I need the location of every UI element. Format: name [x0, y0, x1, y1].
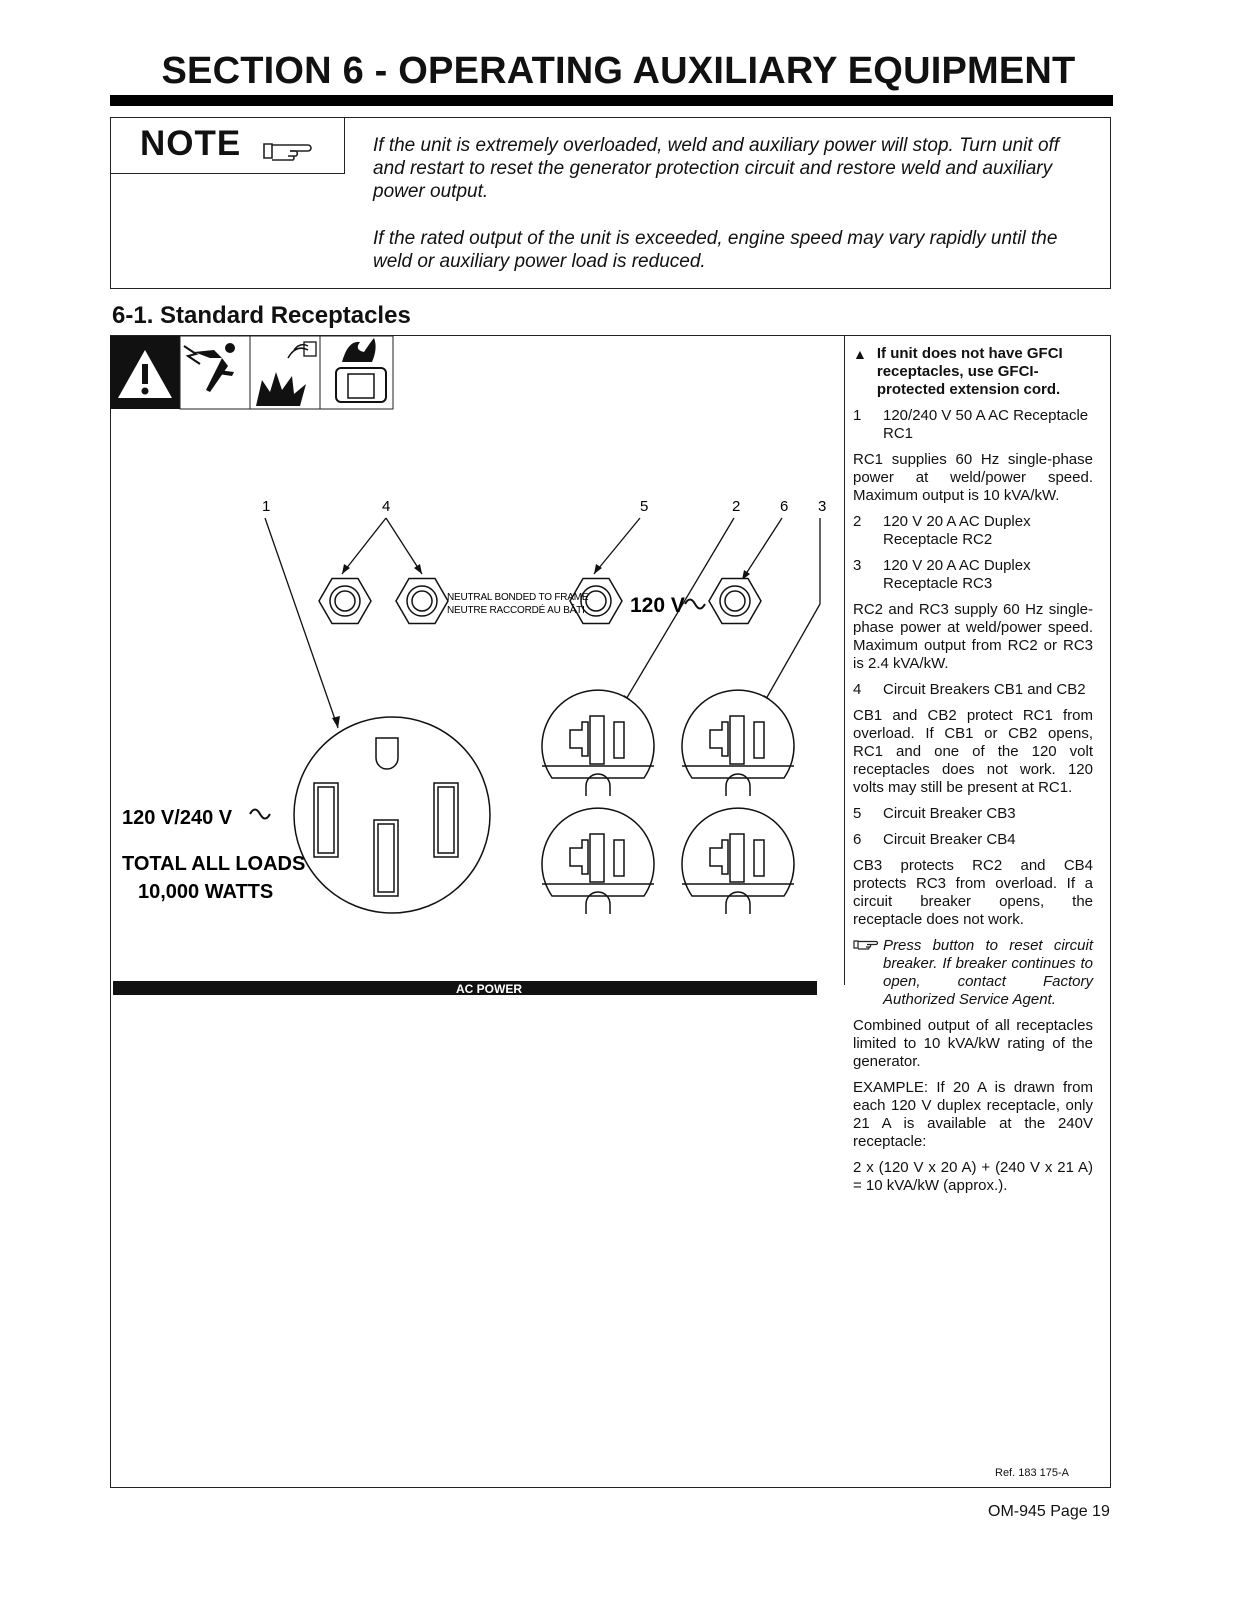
callout-4: 4 — [382, 498, 391, 515]
pointing-hand-icon — [262, 138, 314, 162]
receptacle-rc1 — [294, 717, 490, 913]
ac-sine-icon — [685, 600, 705, 609]
total-loads-label: TOTAL ALL LOADS — [122, 853, 306, 875]
callout-5: 5 — [640, 498, 649, 515]
breaker-cb2[interactable] — [396, 579, 448, 624]
item-2: 2 120 V 20 A AC Duplex Receptacle RC2 — [853, 513, 1031, 548]
duplex-outlet — [542, 690, 654, 796]
item-1: 1 120/240 V 50 A AC Receptacle RC1 — [853, 407, 1089, 442]
duplex-outlet — [682, 690, 794, 796]
callout-1: 1 — [262, 498, 271, 515]
reference-number: Ref. 183 175-A — [995, 1467, 1069, 1479]
rc1-description: RC1 supplies 60 Hz single-phase power at weld/power speed. Maximum output is 10 kVA/kW. — [853, 451, 1093, 504]
page-number: OM-945 Page 19 — [988, 1503, 1110, 1520]
formula-text: 2 x (120 V x 20 A) + (240 V x 21 A) = 10 kVA/kW (approx.). — [853, 1159, 1093, 1194]
breaker-cb4[interactable] — [709, 579, 761, 624]
item-6: 6 Circuit Breaker CB4 — [853, 831, 1016, 848]
voltage-120-240-label: 120 V/240 V — [122, 807, 233, 829]
note-paragraph-2: If the rated output of the unit is exceeded, engine speed may vary rapidly until the weld or auxiliary power load is reduced. — [373, 228, 1058, 272]
combined-output-text: Combined output of all receptacles limited to 10 kVA/kW rating of the generator. — [853, 1017, 1093, 1070]
note-paragraph-1: If the unit is extremely overloaded, weld and auxiliary power will stop. Turn unit off and restart to reset the generator protection circuit and restore weld and auxiliary power output. — [373, 135, 1060, 202]
duplex-outlet — [542, 808, 654, 914]
receptacle-panel-diagram — [110, 336, 845, 1000]
item-5: 5 Circuit Breaker CB3 — [853, 805, 1016, 822]
item-3: 3 120 V 20 A AC Duplex Receptacle RC3 — [853, 557, 1031, 592]
callout-2: 2 — [732, 498, 741, 515]
ac-power-label: AC POWER — [456, 982, 522, 996]
hazard-icons — [110, 336, 393, 409]
neutral-label-fr: NEUTRE RACCORDÉ AU BÂTI — [447, 605, 585, 616]
cb3-cb4-description: CB3 protects RC2 and CB4 protects RC3 from overload. If a circuit breaker opens, the receptacle does not work. — [853, 857, 1093, 928]
item-4: 4 Circuit Breakers CB1 and CB2 — [853, 681, 1086, 698]
rc2-rc3-description: RC2 and RC3 supply 60 Hz single-phase power at weld/power speed. Maximum output from RC2 or RC3 is 2.4 kVA/kW. — [853, 601, 1093, 672]
voltage-120-label: 120 V — [630, 594, 685, 617]
callout-3: 3 — [818, 498, 827, 515]
gfci-warning: ▲ If unit does not have GFCI receptacles, use GFCI-protected extension cord. — [853, 345, 1063, 398]
neutral-label-en: NEUTRAL BONDED TO FRAME — [447, 592, 589, 603]
warning-triangle-icon: ▲ — [853, 346, 867, 362]
note-label: NOTE — [140, 124, 242, 163]
duplex-rc2 — [542, 690, 654, 914]
section-heading: 6-1. Standard Receptacles — [112, 302, 411, 329]
info-column — [853, 345, 1093, 1203]
total-watts-label: 10,000 WATTS — [138, 881, 274, 903]
duplex-outlet — [682, 808, 794, 914]
page-title: SECTION 6 - OPERATING AUXILIARY EQUIPMENT — [161, 50, 1076, 92]
reset-hint: Press button to reset circuit breaker. If breaker continues to open, contact Factory Authorized Service Agent. — [853, 937, 1093, 1009]
breaker-cb1[interactable] — [319, 579, 371, 624]
example-text: EXAMPLE: If 20 A is drawn from each 120 V duplex receptacle, only 21 A is available at the 240V receptacle: — [853, 1079, 1093, 1150]
callout-6: 6 — [780, 498, 789, 515]
cb1-cb2-description: CB1 and CB2 protect RC1 from overload. If CB1 or CB2 opens, RC1 and one of the 120 volt receptacles does not work. 120 volts may still be present at RC1. — [853, 707, 1093, 796]
title-rule — [110, 95, 1113, 106]
duplex-rc3 — [682, 690, 794, 914]
ac-sine-icon — [250, 810, 270, 819]
pointing-hand-icon — [853, 937, 883, 1009]
